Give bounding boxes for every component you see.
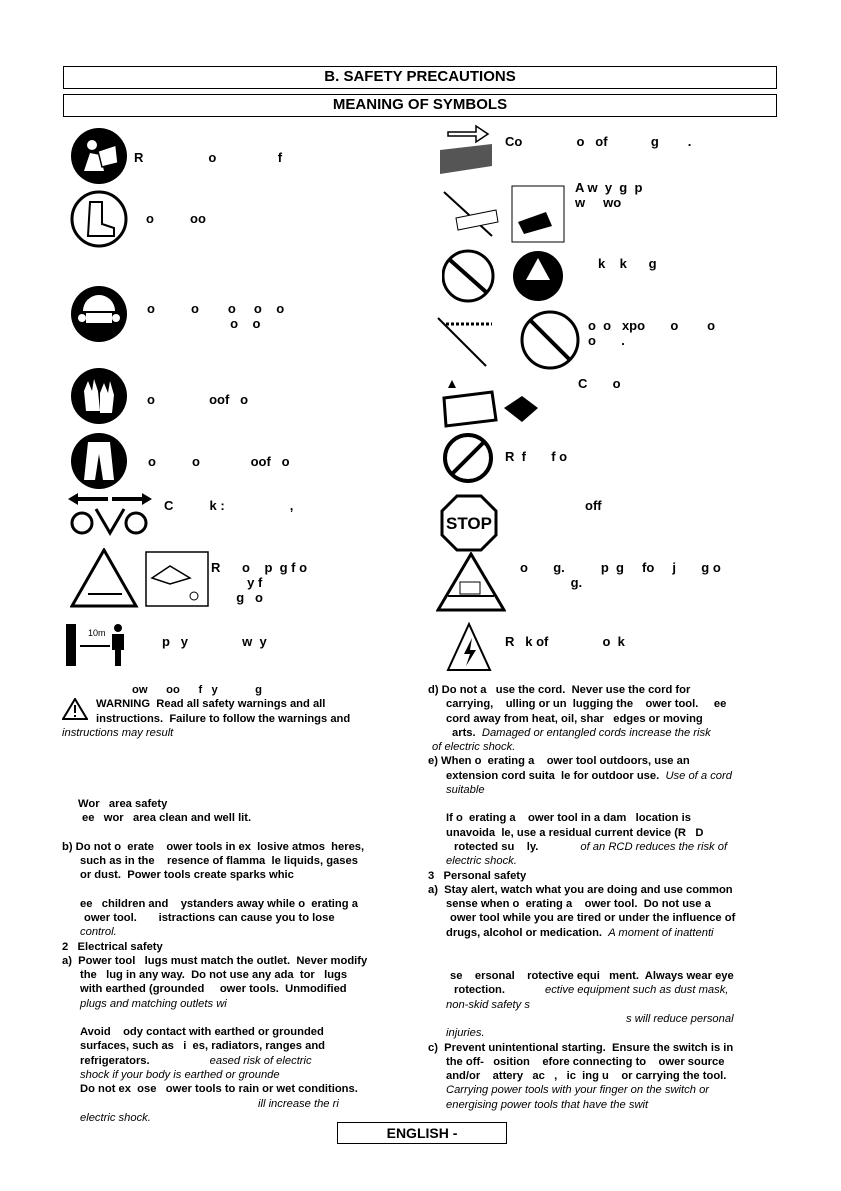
unplug-warning-icon [70,548,210,610]
symbol-text-boots: o oo [146,211,206,226]
two-hands-icon [436,182,566,244]
kickback-icon [442,248,566,304]
symbol-text-stop: off [520,498,602,513]
chain-direction-icon [60,489,160,537]
svg-text:10m: 10m [88,628,106,638]
helmet-visor-earmuffs-icon [70,285,128,343]
read-manual-icon [70,127,128,185]
no-rain-icon [436,310,586,370]
svg-text:STOP: STOP [446,514,492,533]
symbol-text-cable: o g. p g fo j g o g. [520,560,721,590]
symbol-text-two-hands: A w y g p w wo [575,180,643,210]
section-subtitle: MEANING OF SYMBOLS [63,94,777,117]
gloves-icon [70,367,128,425]
trousers-icon [70,432,128,490]
cable-damaged-icon [436,552,506,612]
symbol-text-kickback: k k g [598,256,657,271]
electric-shock-icon [446,622,492,672]
general-warnings-heading: ow oo f y g [132,684,262,696]
symbol-text-electric: R k of o k [505,634,625,649]
symbol-text-read-manual: R o f [134,150,283,165]
chain-oil-icon [442,378,562,430]
symbol-text-gloves: o oof o [147,392,249,407]
symbol-text-unplug: R o p g f o y f g o [211,560,308,605]
warning-triangle-icon [62,698,88,720]
symbol-text-trousers: o o oof o [148,454,290,469]
symbol-text-chain-oil: C o [578,376,621,391]
symbol-text-no-rain: o o xpo o o o . [588,318,716,348]
chain-direction-arrow-icon [436,124,498,178]
right-text-column: d) Do not a use the cord. Never use the cord for carrying, ulling or un lugging the ower tool. ee cord away from heat, oil, shar edges or moving arts. Damaged or entangled cords increase the risk of electric shock. e) When o erating a ower tool outdoors, use an extension cord suita le for outdoor use. Use of a cord suitable If o erating a ower tool in a dam location is unavoida le, use a residual current device (R D rotected su ly. of an RCD reduces the risk of electric shock. 3 Personal safety a) Stay alert, watch what you are doing and use common sense when o erating a ower tool. Do not use a ower tool while you are tired or under the influence of drugs, alcohol or medication. A moment of inattenti se ersonal rotective equi ment. Always wear eye rotection. ective equipment such as dust mask, non-skid safety s s will reduce personal injuries. c) Prevent unintentional starting. Ensure the switch is in the off- osition efore connecting to ower source and/or attery ac , ic ing u or carrying the tool. Carrying power tools with your finger on the switch or energising power tools that have the swit [428,684,736,1111]
prohibited-icon [442,432,494,484]
boots-icon [70,190,128,248]
page-footer: ENGLISH - [337,1122,507,1144]
symbol-text-chain-direction: Co o of g . [505,134,692,149]
stop-sign-icon [440,494,498,552]
section-title: B. SAFETY PRECAUTIONS [63,66,777,89]
bystander-distance-icon [66,622,132,668]
symbol-text-chain: C k : , [164,498,294,513]
symbol-text-distance: p y w y [162,634,267,649]
symbol-text-prohibited: R f f o [505,449,568,464]
symbol-text-helmet: o o o o o o o [147,301,285,331]
left-text-column: ow oo f y g WARNING Read all safety warnings and all instructions. Failure to follow the warnings and instructions may result Wor area safety ee wor area clean and well lit. b) Do not o erate ower tools in ex losive atmos heres, such as in the resence of flamma le liquids, gases or dust. Power tools create sparks whic ee children and ystanders away while o erating a ower tool. istractions can cause you to lose control. 2 Electrical safety a) Power tool lugs must match the outlet. Never modify the lug in any way. Do not use any ada tor lugs with earthed (grounded ower tools. Unmodified plugs and matching outlets wi Avoid ody contact with earthed or grounded surfaces, such as i es, radiators, ranges and refrigerators. eased risk of electric shock if your body is earthed or grounde Do not ex ose ower tools to rain or wet conditions. ill increase the ri electric shock. [62,683,422,1125]
